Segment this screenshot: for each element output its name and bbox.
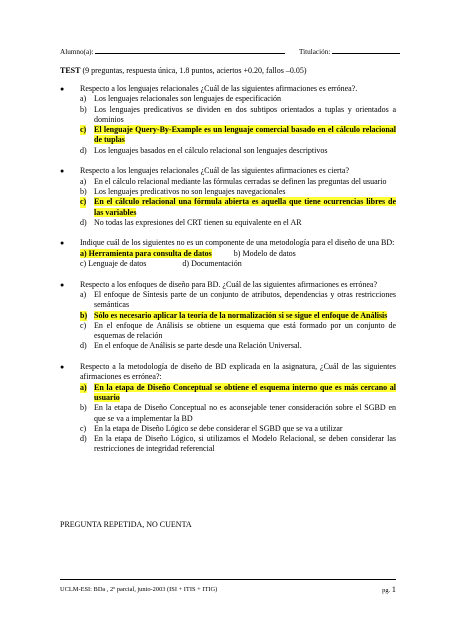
option-a: a) El enfoque de Síntesis parte de un conjunto de atributos, dependencias y otras restricciones semánticas — [80, 289, 396, 310]
question-3 — [60, 238, 396, 269]
question-stem: Respecto a los lenguajes relacionales ¿Cuál de las siguientes afirmaciones es errónea?. — [80, 84, 358, 93]
option-b-correct: b) Sólo es necesario aplicar la teoría de la normalización si se sigue el enfoque de Análisis — [80, 310, 388, 320]
bullet-icon: ● — [60, 239, 65, 248]
option-row-ab — [80, 249, 396, 259]
option-c-correct: c) El lenguaje Query-By-Example es un lenguaje comercial basado en el cálculo relacional de tuplas — [80, 125, 396, 145]
option-a: a) En el cálculo relacional mediante las fórmulas cerradas se definen las preguntas del usuario — [80, 176, 387, 186]
question-4 — [60, 280, 396, 352]
option-d: d) Documentación — [182, 259, 242, 269]
test-heading — [60, 66, 306, 76]
footer-course: UCLM-ESI: BDa , 2º parcial, junio-2003 (ISI + ITIS + ITIG) — [60, 586, 218, 593]
student-name-blank — [95, 46, 285, 54]
question-stem: Respecto a la metodología de diseño de BD explicada en la asignatura, ¿Cuál de las siguientes afirmaciones es errónea?: — [80, 362, 396, 382]
student-header — [60, 46, 396, 57]
option-c: c) En el enfoque de Análisis se obtiene un esquema que está formado por un conjunto de esquemas de relación — [80, 320, 396, 341]
option-c: c) Lenguaje de datos — [80, 259, 147, 269]
bullet-icon: ● — [60, 167, 65, 176]
question-stem: Respecto a los lenguajes relacionales ¿Cuál de las siguientes afirmaciones es cierta? — [80, 166, 350, 176]
option-b: b) Los lenguajes predicativos no son lenguajes navegacionales — [80, 186, 286, 196]
test-details: (9 preguntas, respuesta única, 1.8 puntos, aciertos +0.20, fallos –0.05) — [82, 66, 307, 75]
option-a-correct: a) Herramienta para consulta de datos — [80, 248, 212, 258]
option-a: a) Los lenguajes relacionales son lenguajes de especificación — [80, 94, 282, 104]
question-stem: Indique cuál de los siguientes no es un componente de una metodología para el diseño de una BD: — [80, 238, 395, 248]
repeated-question-note: PREGUNTA REPETIDA, NO CUENTA — [60, 520, 192, 529]
option-b: b) Los lenguajes predicativos se dividen en dos subtipos orientados a tuplas y orientados a dominios — [80, 104, 396, 124]
page-number: 1 — [391, 584, 396, 594]
option-d: d) Los lenguajes basados en el cálculo relacional son lenguajes descriptivos — [80, 145, 328, 155]
degree-label: Titulación: — [299, 48, 331, 56]
bullet-icon: ● — [60, 363, 65, 372]
footer-divider — [60, 579, 396, 580]
option-b: b) Modelo de datos — [233, 248, 296, 258]
page-indicator: pg. 1 — [382, 584, 396, 594]
question-5 — [60, 362, 396, 455]
option-c-correct: c) En el cálculo relacional una fórmula abierta es aquella que tiene ocurrencias libres de las variables — [80, 197, 396, 217]
student-label: Alumno(a): — [60, 48, 94, 56]
option-d: d) En el enfoque de Análisis se parte desde una Relación Universal. — [80, 341, 302, 351]
test-title: TEST — [60, 66, 81, 75]
option-d: d) En la etapa de Diseño Lógico, si utilizamos el Modelo Relacional, se deben considerar las restricciones de integridad referencial — [80, 434, 396, 454]
bullet-icon: ● — [60, 280, 65, 289]
question-2 — [60, 166, 396, 228]
bullet-icon: ● — [60, 85, 65, 93]
question-stem: Respecto a los enfoques de diseño para BD. ¿Cuál de las siguientes afirmaciones es errónea? — [80, 279, 378, 289]
degree-blank — [332, 46, 400, 54]
option-c: c) En la etapa de Diseño Lógico se debe considerar el SGBD que se va a utilizar — [80, 423, 343, 433]
question-list — [60, 84, 396, 465]
option-b: b) En la etapa de Diseño Conceptual no es aconsejable tener consideración sobre el SGBD en que se va a implementar la BD — [80, 403, 396, 423]
option-a-correct: a) En la etapa de Diseño Conceptual se obtiene el esquema interno que es más cercano al usuario — [80, 382, 396, 402]
question-1 — [60, 84, 396, 156]
page-footer — [60, 585, 396, 595]
option-d: d) No todas las expresiones del CRT tienen su equivalente en el AR — [80, 217, 302, 227]
option-row-cd — [80, 259, 396, 269]
